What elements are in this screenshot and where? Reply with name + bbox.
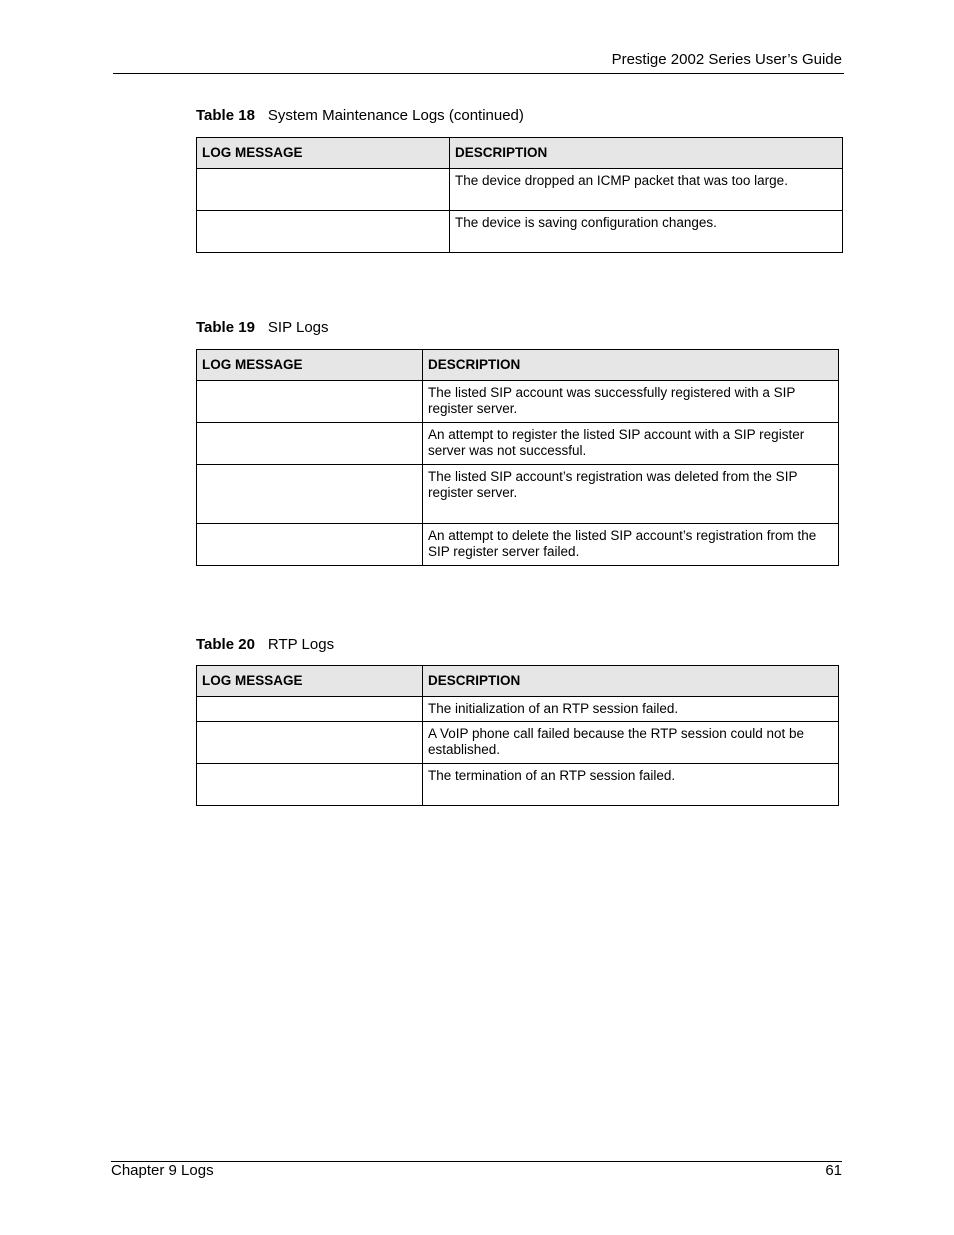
- table-19-caption: [196, 319, 329, 336]
- log-message-cell: [197, 524, 423, 566]
- table-row: [197, 169, 843, 211]
- table-row: [197, 423, 839, 465]
- log-message-cell: [197, 722, 423, 764]
- table-row: [197, 524, 839, 566]
- page-number: 61: [825, 1162, 842, 1179]
- header-divider: [113, 73, 844, 74]
- description-cell: The listed SIP account’s registration was deleted from the SIP register server.: [423, 465, 839, 524]
- table-header-row: [197, 666, 839, 697]
- log-message-cell: [197, 465, 423, 524]
- column-header-description: DESCRIPTION: [450, 138, 843, 169]
- table-18-caption: [196, 107, 524, 124]
- column-header-log-message: LOG MESSAGE: [197, 666, 423, 697]
- table-row: [197, 722, 839, 764]
- column-header-log-message: LOG MESSAGE: [197, 350, 423, 381]
- table-row: [197, 465, 839, 524]
- footer-chapter: Chapter 9 Logs: [111, 1162, 214, 1179]
- column-header-log-message: LOG MESSAGE: [197, 138, 450, 169]
- table-20-number: Table 20: [196, 636, 255, 653]
- log-message-cell: [197, 211, 450, 253]
- description-cell: The listed SIP account was successfully registered with a SIP register server.: [423, 381, 839, 423]
- table-header-row: [197, 138, 843, 169]
- column-header-description: DESCRIPTION: [423, 350, 839, 381]
- table-20: [196, 665, 839, 806]
- table-19-number: Table 19: [196, 319, 255, 336]
- log-message-cell: [197, 423, 423, 465]
- column-header-description: DESCRIPTION: [423, 666, 839, 697]
- description-cell: The termination of an RTP session failed.: [423, 764, 839, 806]
- table-row: [197, 697, 839, 722]
- table-19-title: SIP Logs: [267, 319, 329, 336]
- log-message-cell: [197, 169, 450, 211]
- table-20-caption: [196, 636, 334, 653]
- description-cell: The initialization of an RTP session failed.: [423, 697, 839, 722]
- table-row: [197, 381, 839, 423]
- table-header-row: [197, 350, 839, 381]
- description-cell: An attempt to delete the listed SIP account’s registration from the SIP register server failed.: [423, 524, 839, 566]
- table-row: [197, 211, 843, 253]
- log-message-cell: [197, 697, 423, 722]
- table-18-number: Table 18: [196, 107, 255, 124]
- log-message-cell: [197, 381, 423, 423]
- table-19: [196, 349, 839, 566]
- description-cell: A VoIP phone call failed because the RTP session could not be established.: [423, 722, 839, 764]
- table-row: [197, 764, 839, 806]
- table-18-title: System Maintenance Logs (continued): [267, 107, 524, 124]
- footer-divider: [111, 1161, 842, 1162]
- running-header: Prestige 2002 Series User’s Guide: [611, 51, 842, 68]
- description-cell: The device dropped an ICMP packet that was too large.: [450, 169, 843, 211]
- table-18: [196, 137, 843, 253]
- table-20-title: RTP Logs: [267, 636, 335, 653]
- log-message-cell: [197, 764, 423, 806]
- description-cell: The device is saving configuration changes.: [450, 211, 843, 253]
- description-cell: An attempt to register the listed SIP account with a SIP register server was not successful.: [423, 423, 839, 465]
